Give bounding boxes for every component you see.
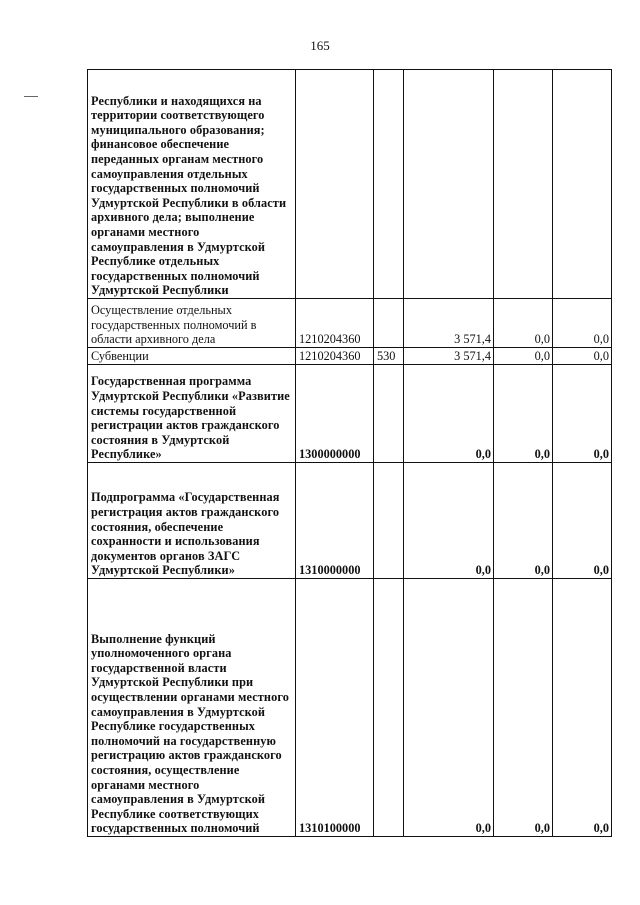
- row-code-cell: 1210204360: [296, 299, 374, 348]
- row-amount-3-cell: 0,0: [553, 463, 612, 579]
- margin-mark: [24, 96, 38, 97]
- table-row: [88, 348, 612, 365]
- row-name-cell: Республики и находящихся на территории соответствующего муниципального образования; финансовое обеспечение переданных органам местного самоуправления отдельных государственных полномочий Удмуртской Республики в области архивного дела; выполнение органами местного самоуправления в Удмуртской Республике отдельных государственных полномочий Удмуртской Республики: [88, 70, 296, 299]
- page-number: 165: [310, 38, 330, 53]
- row-amount-1-cell: [404, 70, 494, 299]
- row-type-cell: [374, 579, 404, 837]
- row-amount-2-cell: 0,0: [494, 348, 553, 365]
- row-name-cell: Государственная программа Удмуртской Республики «Развитие системы государственной регистрации актов гражданского состояния в Удмуртской Республике»: [88, 365, 296, 463]
- table-row: [88, 70, 612, 299]
- row-code-cell: [296, 70, 374, 299]
- row-code-cell: 1310100000: [296, 579, 374, 837]
- row-amount-2-cell: 0,0: [494, 463, 553, 579]
- row-amount-3-cell: 0,0: [553, 348, 612, 365]
- row-code-cell: 1300000000: [296, 365, 374, 463]
- row-name-cell: Субвенции: [88, 348, 296, 365]
- row-amount-2-cell: 0,0: [494, 365, 553, 463]
- row-type-cell: [374, 70, 404, 299]
- row-amount-1-cell: 0,0: [404, 463, 494, 579]
- row-amount-1-cell: 3 571,4: [404, 348, 494, 365]
- table-row: [88, 463, 612, 579]
- row-amount-3-cell: 0,0: [553, 365, 612, 463]
- row-type-cell: [374, 463, 404, 579]
- row-amount-1-cell: 3 571,4: [404, 299, 494, 348]
- table-row: [88, 299, 612, 348]
- row-name-cell: Подпрограмма «Государственная регистрация актов гражданского состояния, обеспечение сохранности и использования документов органов ЗАГС Удмуртской Республики»: [88, 463, 296, 579]
- row-amount-3-cell: [553, 70, 612, 299]
- row-type-cell: [374, 299, 404, 348]
- row-name-cell: Осуществление отдельных государственных полномочий в области архивного дела: [88, 299, 296, 348]
- row-name-cell: Выполнение функций уполномоченного органа государственной власти Удмуртской Республики при осуществлении органами местного самоуправления в Удмуртской Республике государственных полномочий на государственную регистрацию актов гражданского состояния, осуществление органами местного самоуправления в Удмуртской Республике соответствующих государственных полномочий: [88, 579, 296, 837]
- row-amount-2-cell: [494, 70, 553, 299]
- budget-table: [87, 69, 612, 837]
- table-row: [88, 579, 612, 837]
- row-amount-1-cell: 0,0: [404, 365, 494, 463]
- row-type-cell: 530: [374, 348, 404, 365]
- table-row: [88, 365, 612, 463]
- row-type-cell: [374, 365, 404, 463]
- row-amount-1-cell: 0,0: [404, 579, 494, 837]
- row-amount-2-cell: 0,0: [494, 579, 553, 837]
- row-amount-3-cell: 0,0: [553, 579, 612, 837]
- row-amount-3-cell: 0,0: [553, 299, 612, 348]
- row-code-cell: 1210204360: [296, 348, 374, 365]
- row-code-cell: 1310000000: [296, 463, 374, 579]
- row-amount-2-cell: 0,0: [494, 299, 553, 348]
